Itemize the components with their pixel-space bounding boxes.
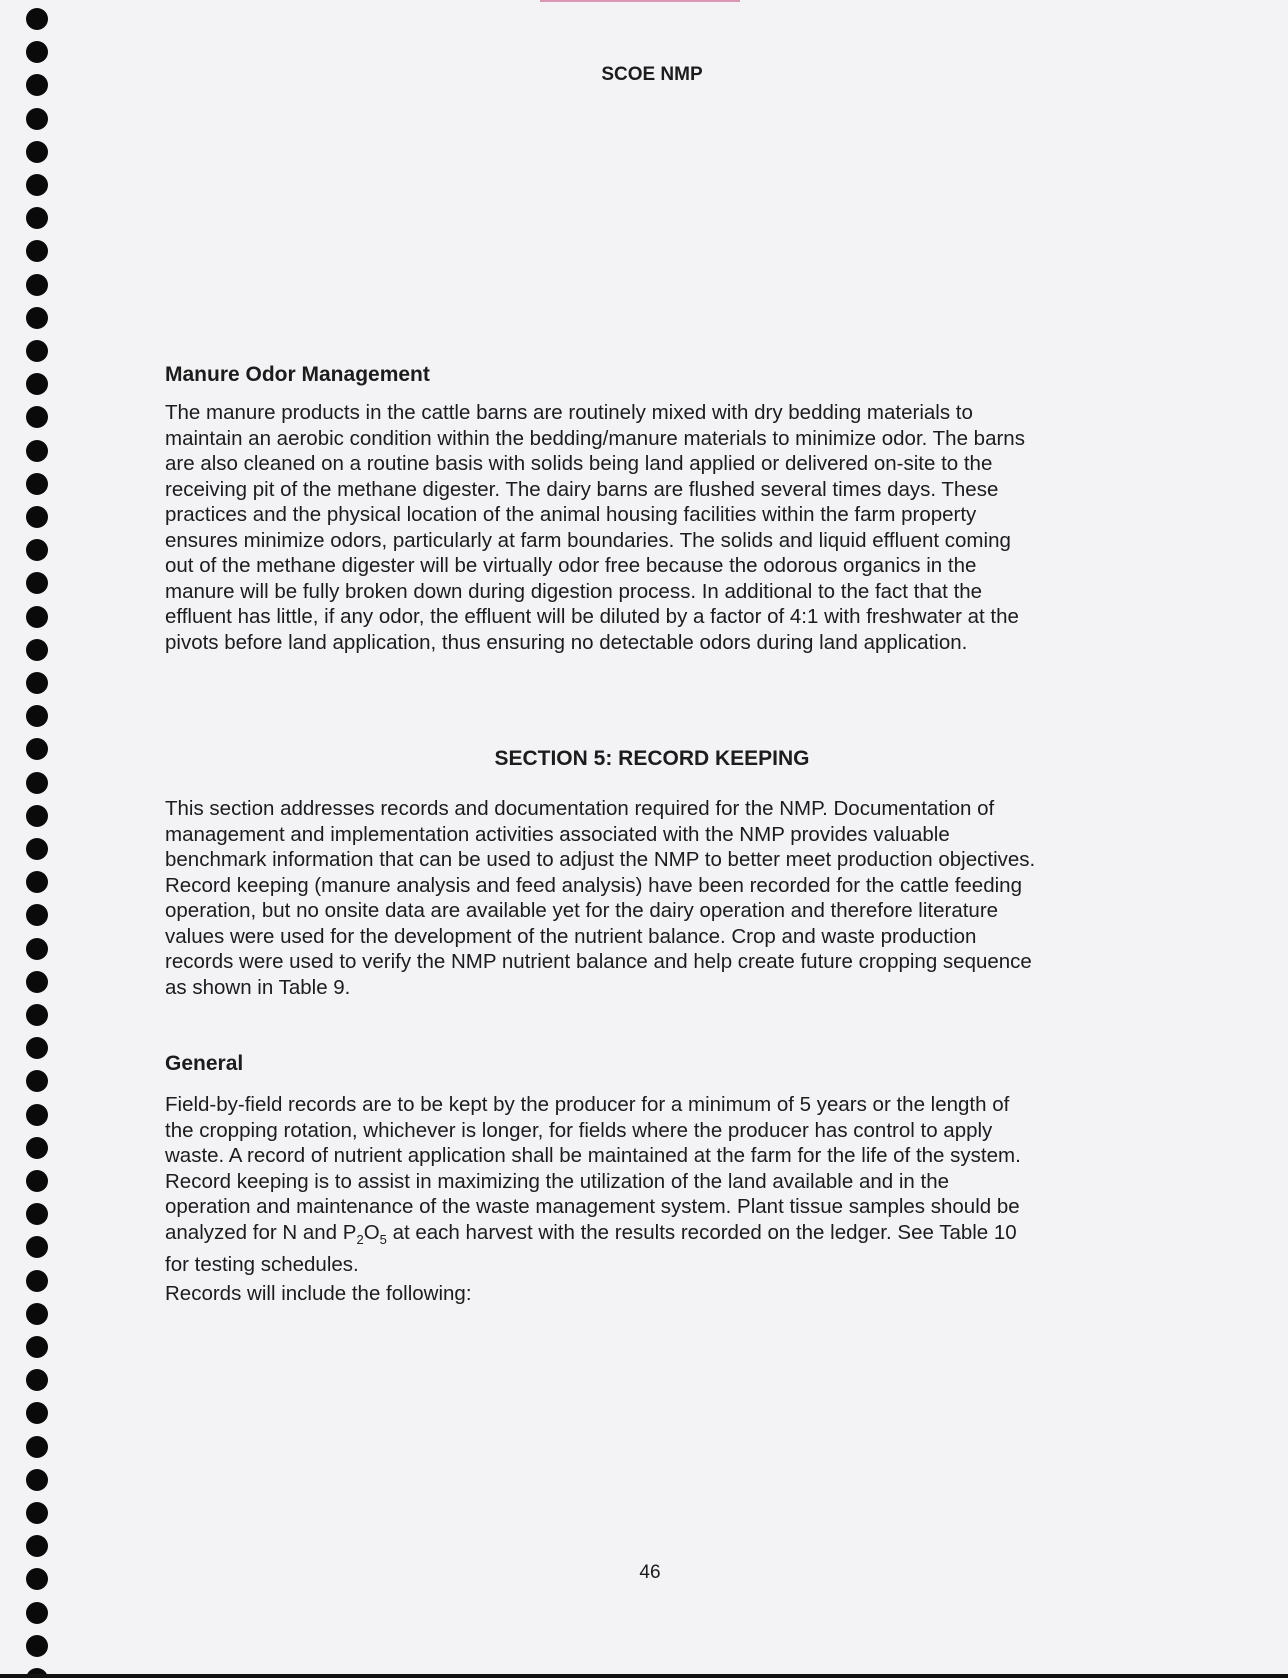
binding-hole xyxy=(26,1037,48,1059)
paragraph-line: Record keeping (manure analysis and feed analysis) have been recorded for the cattle feeding xyxy=(165,873,1022,897)
binding-hole xyxy=(26,340,48,362)
paragraph-record-keeping xyxy=(165,796,1150,1000)
binding-hole xyxy=(26,606,48,628)
paragraph-line: operation, but no onsite data are available yet for the dairy operation and therefore literature xyxy=(165,899,999,922)
binding-hole xyxy=(26,838,48,860)
heading-manure-odor-management: Manure Odor Management xyxy=(165,363,430,386)
binding-hole xyxy=(26,572,48,594)
binding-hole xyxy=(26,274,48,296)
paragraph-line: The manure products in the cattle barns are routinely mixed with dry bedding materials to xyxy=(165,401,973,424)
binding-hole xyxy=(26,1236,48,1258)
binding-hole xyxy=(26,41,48,63)
paragraph-line: out of the methane digester will be virtually odor free because the odorous organics in the xyxy=(165,554,977,577)
paragraph-line-formula xyxy=(165,1220,1150,1253)
binding-hole xyxy=(26,1402,48,1424)
binding-hole xyxy=(26,672,48,694)
top-edge-mark xyxy=(540,0,740,2)
binding-hole xyxy=(26,141,48,163)
binding-hole xyxy=(26,772,48,794)
heading-section-5: SECTION 5: RECORD KEEPING xyxy=(494,747,810,770)
binding-hole xyxy=(26,8,48,30)
paragraph-line: pivots before land application, thus ensuring no detectable odors during land application. xyxy=(165,630,968,654)
binding-hole xyxy=(26,174,48,196)
binding-hole xyxy=(26,1070,48,1092)
binding-hole xyxy=(26,971,48,993)
binding-hole xyxy=(26,406,48,428)
paragraph-line: maintain an aerobic condition within the bedding/manure materials to minimize odor. The barns xyxy=(165,426,1025,450)
binding-hole xyxy=(26,1004,48,1026)
binding-hole xyxy=(26,1303,48,1325)
paragraph-general xyxy=(165,1092,1150,1278)
paragraph-line: are also cleaned on a routine basis with solids being land applied or delivered on-site to the xyxy=(165,452,993,475)
binding-hole xyxy=(26,1502,48,1524)
binding-hole xyxy=(26,1137,48,1159)
binding-hole xyxy=(26,1469,48,1491)
paragraph-line: waste. A record of nutrient application shall be maintained at the farm for the life of the system. xyxy=(165,1144,1021,1167)
binding-hole xyxy=(26,1436,48,1458)
binding-hole xyxy=(26,473,48,495)
paragraph-line: receiving pit of the methane digester. The dairy barns are flushed several times days. These xyxy=(165,477,999,501)
paragraph-line: records were used to verify the NMP nutrient balance and help create future cropping sequence xyxy=(165,950,1032,973)
records-intro: Records will include the following: xyxy=(165,1282,472,1305)
binding-hole xyxy=(26,871,48,893)
paragraph-line: management and implementation activities associated with the NMP provides valuable xyxy=(165,822,950,846)
binding-hole xyxy=(26,1170,48,1192)
binding-hole xyxy=(26,108,48,130)
formula-subscript-5: 5 xyxy=(379,1231,387,1247)
formula-mid: O xyxy=(363,1220,380,1244)
bottom-edge xyxy=(0,1674,1288,1678)
binding-hole xyxy=(26,1104,48,1126)
paragraph-manure-odor xyxy=(165,400,1150,655)
binding-hole xyxy=(26,373,48,395)
binding-hole xyxy=(26,1635,48,1657)
binding-hole xyxy=(26,639,48,661)
spiral-binding xyxy=(24,0,52,1678)
binding-hole xyxy=(26,1369,48,1391)
binding-hole xyxy=(26,506,48,528)
paragraph-line: the cropping rotation, whichever is longer, for fields where the producer has control to apply xyxy=(165,1118,993,1142)
paragraph-line: Field-by-field records are to be kept by the producer for a minimum of 5 years or the length of xyxy=(165,1093,1010,1116)
paragraph-line: effluent has little, if any odor, the effluent will be diluted by a factor of 4:1 with freshwater at the xyxy=(165,605,1019,628)
binding-hole xyxy=(26,705,48,727)
binding-hole xyxy=(26,1602,48,1624)
paragraph-line: values were used for the development of the nutrient balance. Crop and waste production xyxy=(165,924,977,948)
binding-hole xyxy=(26,904,48,926)
formula-after: at each harvest with the results recorded on the ledger. See Table 10 xyxy=(386,1220,1017,1244)
binding-hole xyxy=(26,1270,48,1292)
paragraph-line: ensures minimize odors, particularly at farm boundaries. The solids and liquid effluent coming xyxy=(165,528,1011,552)
binding-hole xyxy=(26,240,48,262)
formula-before: analyzed for N and P xyxy=(165,1220,357,1244)
running-head: SCOE NMP xyxy=(601,64,703,85)
paragraph-line: as shown in Table 9. xyxy=(165,975,351,999)
paragraph-line: Record keeping is to assist in maximizing the utilization of the land available and in the xyxy=(165,1169,949,1193)
paragraph-line: benchmark information that can be used to adjust the NMP to better meet production objectives. xyxy=(165,848,1036,871)
page-number: 46 xyxy=(639,1562,661,1583)
binding-hole xyxy=(26,1336,48,1358)
paragraph-line: practices and the physical location of the animal housing facilities within the farm property xyxy=(165,503,977,526)
binding-hole xyxy=(26,440,48,462)
binding-hole xyxy=(26,805,48,827)
binding-hole xyxy=(26,1535,48,1557)
formula-subscript-2: 2 xyxy=(356,1231,364,1247)
heading-general: General xyxy=(165,1052,244,1075)
paragraph-line: operation and maintenance of the waste management system. Plant tissue samples should be xyxy=(165,1195,1020,1218)
binding-hole xyxy=(26,938,48,960)
paragraph-line: for testing schedules. xyxy=(165,1253,359,1277)
binding-hole xyxy=(26,539,48,561)
paragraph-line: This section addresses records and documentation required for the NMP. Documentation of xyxy=(165,797,995,820)
binding-hole xyxy=(26,207,48,229)
binding-hole xyxy=(26,307,48,329)
paragraph-line: manure will be fully broken down during digestion process. In additional to the fact that the xyxy=(165,579,983,603)
binding-hole xyxy=(26,1203,48,1225)
